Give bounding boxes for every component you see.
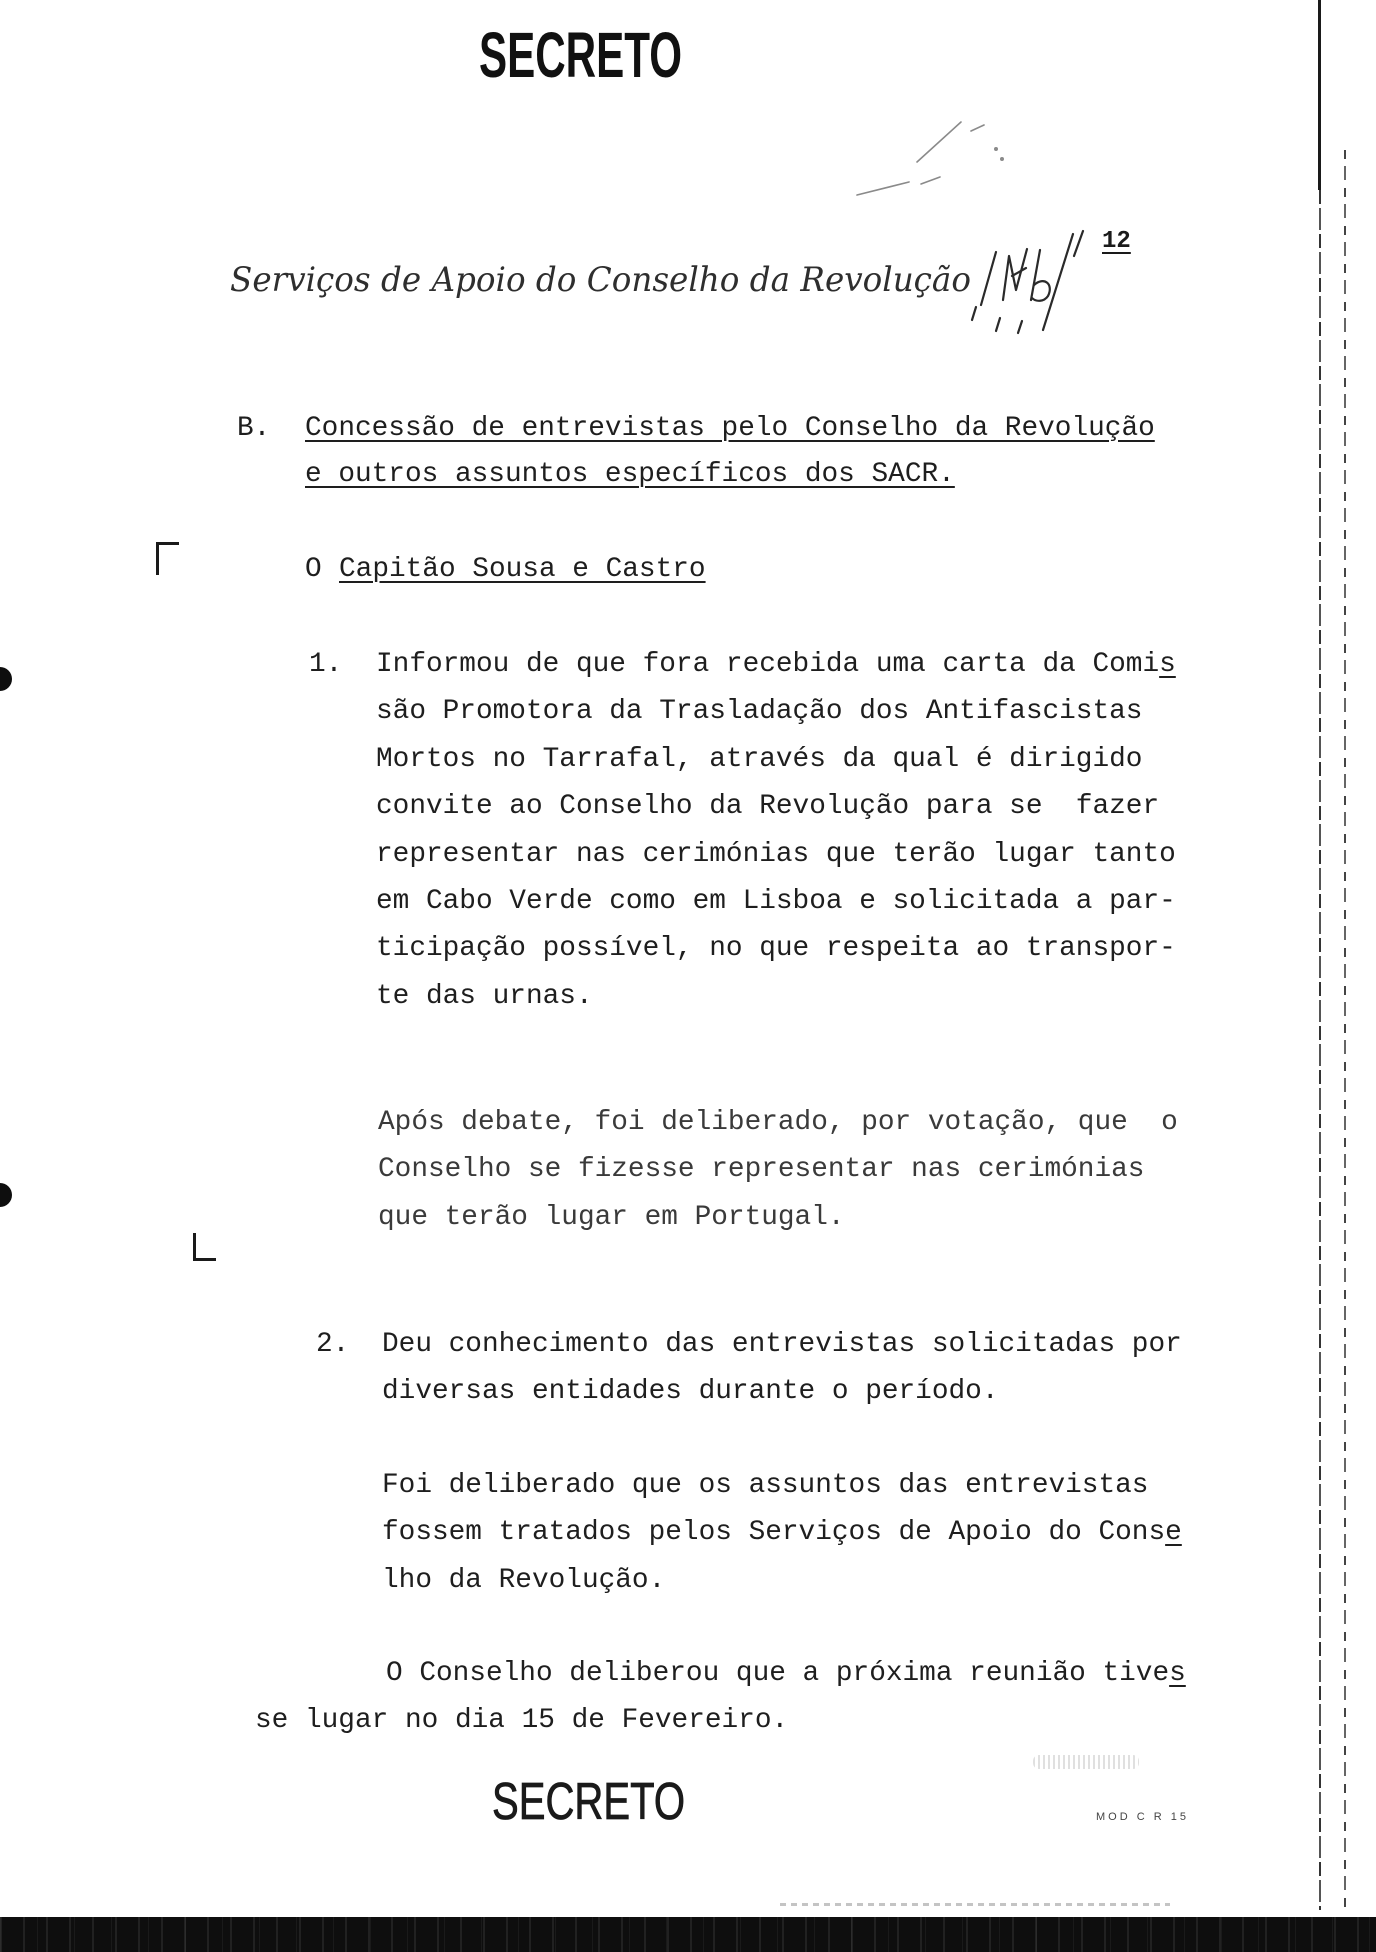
item-2-p1-line: diversas entidades durante o período. (382, 1376, 999, 1408)
item-1-p1-line: representar nas cerimónias que terão lugar tanto (376, 838, 1176, 870)
item-2-paragraph-1 (382, 1321, 1182, 1416)
section-title (305, 406, 1155, 498)
item-1-p1-line: Mortos no Tarrafal, através da qual é dirigido (376, 743, 1143, 775)
handwritten-initials-mark (972, 231, 1083, 333)
speaker-article: O (305, 554, 322, 585)
scan-bottom-band (0, 1917, 1376, 1952)
corner-mark-top-left (156, 542, 179, 575)
item-1-p1-line: em Cabo Verde como em Lisboa e solicitada a par- (376, 886, 1176, 918)
item-1-p1-line: ticipação possível, no que respeita ao transpor- (376, 933, 1176, 965)
item-1-paragraph-2 (378, 1099, 1178, 1241)
ink-smudge (1033, 1755, 1139, 1769)
closing-paragraph (255, 1650, 1186, 1745)
scan-dotted-line (780, 1903, 1170, 1906)
hyphenation-underline-mark: s (1169, 1658, 1186, 1689)
item-1-p2-line: Conselho se fizesse representar nas cerimónias (378, 1154, 1145, 1186)
item-2-p2-line: Foi deliberado que os assuntos das entrevistas (382, 1470, 1149, 1501)
section-marker: B. (237, 413, 271, 444)
right-edge-line-solid (1318, 0, 1321, 190)
item-1-p1-line: convite ao Conselho da Revolução para se fazer (376, 791, 1160, 823)
closing-line: se lugar no dia 15 de Fevereiro. (255, 1705, 789, 1737)
pencil-marks (857, 122, 1003, 195)
form-code: MOD C R 15 (1096, 1811, 1189, 1823)
classification-stamp-top: SECRETO (479, 19, 682, 91)
corner-mark-bottom-left (193, 1233, 216, 1261)
hyphenation-underline-mark: e (1165, 1517, 1182, 1549)
page-number: 12 (1102, 228, 1131, 255)
classification-stamp-bottom: SECRETO (492, 1773, 685, 1831)
item-1-p1-line: Informou de que fora recebida uma carta da Comis (376, 649, 1176, 680)
item-2-p2-line: lho da Revolução. (382, 1564, 666, 1596)
right-edge-line (1319, 190, 1321, 1910)
section-title-line-1: Concessão de entrevistas pelo Conselho da Revolução (305, 413, 1155, 444)
letterhead: Serviços de Apoio do Conselho da Revolução (230, 260, 971, 300)
closing-line: O Conselho deliberou que a próxima reunião tives (386, 1658, 1186, 1689)
item-2-paragraph-2 (382, 1462, 1182, 1604)
item-1-paragraph-1 (376, 641, 1176, 1020)
item-1-p2-line: que terão lugar em Portugal. (378, 1201, 845, 1233)
item-1-p2-line: Após debate, foi deliberado, por votação, que o (378, 1107, 1178, 1138)
item-2-number: 2. (316, 1329, 350, 1360)
item-2-p2-line: fossem tratados pelos Serviços de Apoio do Conse (382, 1517, 1182, 1549)
item-1-p1-line: são Promotora da Trasladação dos Antifascistas (376, 696, 1143, 728)
speaker-name: Capitão Sousa e Castro (339, 554, 706, 585)
item-1-number: 1. (309, 649, 343, 680)
right-edge-line-outer (1344, 150, 1346, 1910)
item-2-p1-line: Deu conhecimento das entrevistas solicitadas por (382, 1329, 1182, 1360)
item-1-p1-line: te das urnas. (376, 980, 593, 1012)
hyphenation-underline-mark: s (1159, 649, 1176, 680)
section-title-line-2: e outros assuntos específicos dos SACR. (305, 459, 955, 490)
